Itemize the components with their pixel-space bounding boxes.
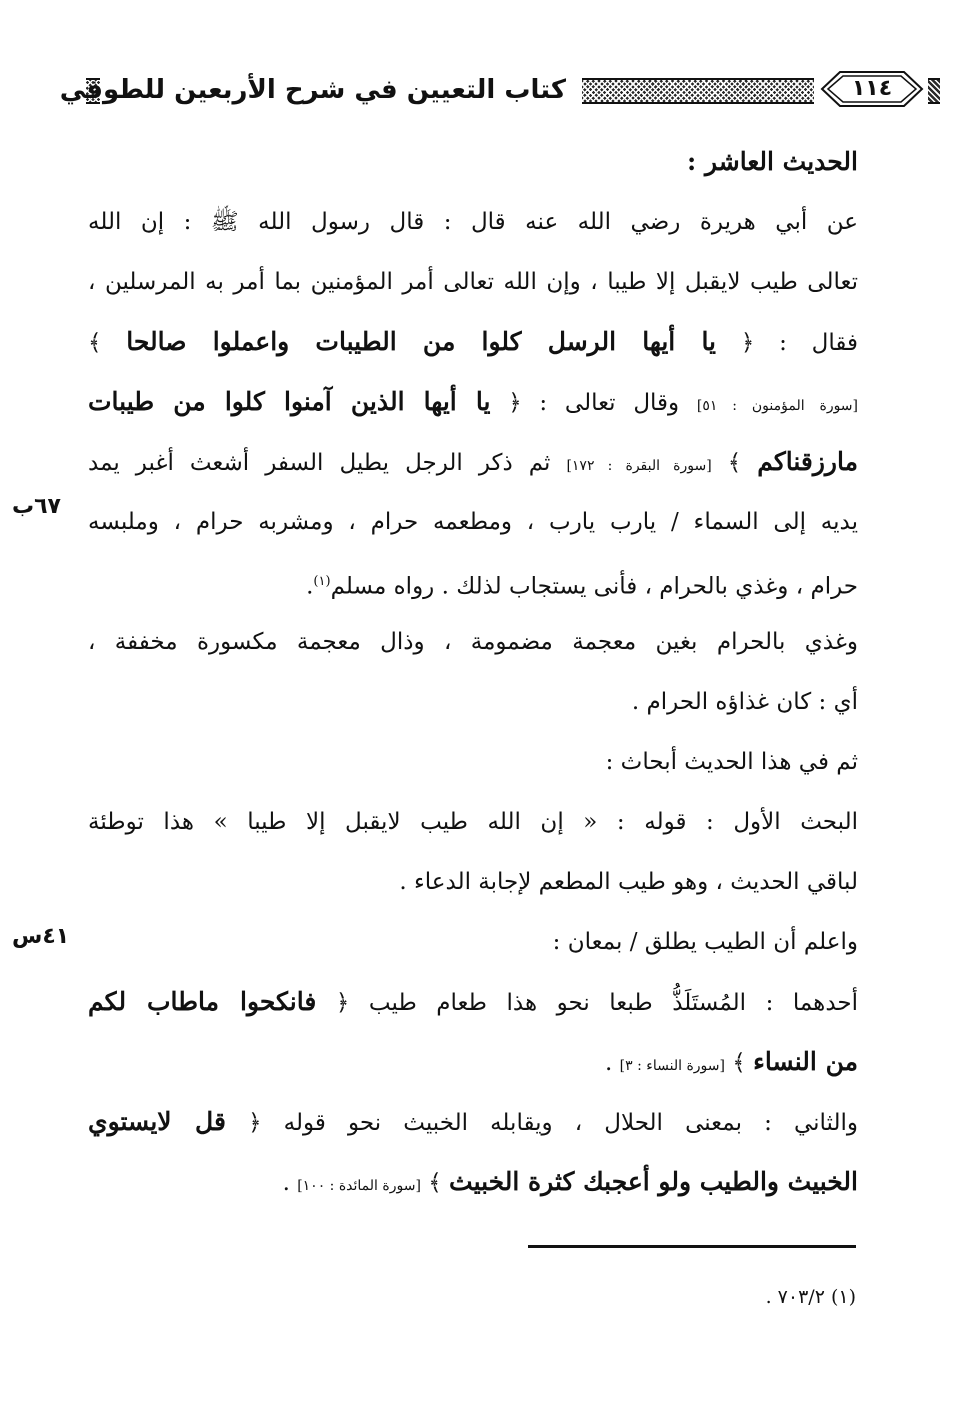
text-line: أي : كان غذاؤه الحرام . bbox=[631, 689, 858, 715]
text-segment: . bbox=[282, 1170, 290, 1196]
quran-verse: من النساء bbox=[753, 1047, 858, 1076]
text-line: يديه إلى السماء / يارب يارب ، ومطعمه حرام ، ومشربه حرام ، وملبسه bbox=[88, 509, 858, 535]
verse-reference: [سورة المؤمنون : ٥١] bbox=[696, 398, 858, 414]
main-text bbox=[88, 132, 858, 1212]
quran-verse: فانكحوا ماطاب لكم bbox=[88, 987, 317, 1016]
verse-reference: [سورة المائدة : ١٠٠] bbox=[297, 1178, 421, 1194]
text-segment: والثاني : بمعنى الحلال ، ويقابله الخبيث نحو قوله ﴿ bbox=[248, 1110, 858, 1136]
text-line: عن أبي هريرة رضي الله عنه قال : قال رسول الله ﷺ : إن الله bbox=[88, 209, 858, 235]
text-segment: ﴾ bbox=[88, 330, 102, 356]
text-line: وغذي بالحرام بغين معجمة مضمومة ، وذال معجمة مكسورة مخففة ، bbox=[88, 629, 858, 655]
text-segment: ثم ذكر الرجل يطيل السفر أشعث أغبر يمد bbox=[88, 450, 551, 476]
text-segment: . bbox=[306, 573, 314, 600]
page-number: ١١٤ bbox=[851, 76, 893, 101]
header-ornament-right bbox=[928, 78, 940, 104]
header-ornament-middle bbox=[582, 78, 814, 104]
text-line bbox=[88, 552, 858, 612]
text-segment: ﴾ bbox=[428, 1170, 442, 1196]
text-segment: ﴾ bbox=[727, 450, 742, 476]
quran-verse: الخبيث والطيب ولو أعجبك كثرة الخبيث bbox=[449, 1167, 858, 1196]
text-segment: ﴾ bbox=[732, 1050, 746, 1076]
margin-note-folio: ٤١س bbox=[12, 924, 70, 949]
text-line: واعلم أن الطيب يطلق / بمعان : bbox=[552, 929, 858, 955]
quran-verse: قل لايستوي bbox=[88, 1107, 226, 1136]
text-line: البحث الأول : قوله : « إن الله طيب لايقبل إلا طيبا » هذا توطئة bbox=[88, 809, 858, 835]
footnote: (١) ٧٠٣/٢ . bbox=[765, 1286, 856, 1308]
section-heading: الحديث العاشر : bbox=[687, 147, 858, 176]
page-number-badge bbox=[818, 70, 926, 108]
verse-reference: [سورة النساء : ٣] bbox=[619, 1058, 725, 1074]
text-line bbox=[88, 312, 858, 372]
margin-note-folio: ٦٧ب bbox=[12, 494, 61, 519]
page-header bbox=[59, 70, 893, 114]
verse-reference: [سورة البقرة : ١٧٢] bbox=[566, 458, 712, 474]
quran-verse: مارزقناكم bbox=[757, 447, 858, 476]
text-segment: وقال تعالى : ﴿ bbox=[508, 390, 680, 416]
text-line bbox=[88, 1152, 858, 1212]
text-line bbox=[88, 1032, 858, 1092]
quran-verse: يا أيها الذين آمنوا كلوا من طيبات bbox=[88, 387, 491, 416]
text-segment: فقال : ﴿ bbox=[740, 330, 858, 356]
quran-verse: يا أيها الرسل كلوا من الطيبات واعملوا صالحا bbox=[126, 327, 717, 356]
footnote-divider bbox=[528, 1245, 856, 1248]
text-segment: أحدهما : المُستَلَذُّ طبعا نحو هذا طعام طيب ﴿ bbox=[335, 990, 858, 1016]
text-segment: . bbox=[605, 1050, 613, 1076]
text-line: تعالى طيب لايقبل إلا طيبا ، وإن الله تعالى أمر المؤمنين بما أمر به المرسلين ، bbox=[88, 269, 858, 295]
text-line bbox=[88, 972, 858, 1032]
text-segment: حرام ، وغذي بالحرام ، فأنى يستجاب لذلك . رواه مسلم bbox=[330, 573, 858, 600]
text-line: لباقي الحديث ، وهو طيب المطعم لإجابة الدعاء . bbox=[399, 869, 858, 895]
footnote-marker: (١) bbox=[313, 574, 331, 589]
text-line bbox=[88, 372, 858, 432]
book-title: كتاب التعيين في شرح الأربعين للطوفي bbox=[59, 75, 566, 105]
text-line: ثم في هذا الحديث أبحاث : bbox=[605, 749, 858, 775]
text-line bbox=[88, 1092, 858, 1152]
text-line bbox=[88, 432, 858, 492]
